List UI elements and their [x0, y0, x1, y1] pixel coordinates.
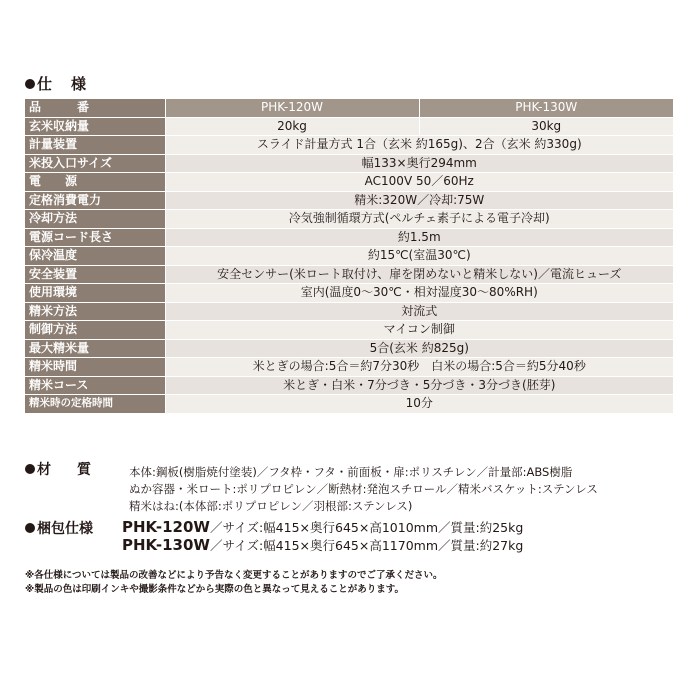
spec-value: 幅133×奥行294mm [165, 154, 673, 173]
spec-value: AC100V 50／60Hz [165, 173, 673, 192]
spec-row [25, 265, 673, 284]
spec-value: 冷気強制循環方式(ペルチェ素子による電子冷却) [165, 210, 673, 229]
materials-line: 本体:鋼板(樹脂焼付塗装)／フタ枠・フタ・前面板・扉:ポリスチレン／計量部:ABS樹脂 [129, 465, 573, 479]
materials-line: 精米はね:(本体部:ポリプロピレン／羽根部:ステンレス) [129, 499, 413, 513]
spec-row [25, 154, 673, 173]
packing-model: PHK-130W [122, 536, 210, 554]
spec-value: 米とぎ・白米・7分づき・5分づき・3分づき(胚芽) [165, 376, 673, 395]
packing-detail: ／サイズ:幅415×奥行645×高1170mm／質量:約27kg [209, 538, 524, 553]
spec-value: 約15℃(室温30℃) [165, 247, 673, 266]
spec-value: 30kg [419, 117, 673, 136]
spec-row [25, 302, 673, 321]
spec-label: 電源コード長さ [25, 228, 165, 247]
spec-label: 冷却方法 [25, 210, 165, 229]
spec-row [25, 376, 673, 395]
spec-label: 使用環境 [25, 284, 165, 303]
spec-row [25, 247, 673, 266]
spec-value: 10分 [165, 395, 673, 414]
spec-row [25, 358, 673, 377]
spec-row [25, 228, 673, 247]
spec-section-title: 仕 様 [25, 73, 88, 94]
spec-value: 米とぎの場合:5合＝約7分30秒 白米の場合:5合＝約5分40秒 [165, 358, 673, 377]
notes [25, 569, 443, 597]
spec-label: 精米時間 [25, 358, 165, 377]
spec-row [25, 321, 673, 340]
model-header: PHK-120W [165, 99, 419, 117]
spec-table [25, 99, 673, 414]
spec-row [25, 339, 673, 358]
packing-line [122, 518, 523, 536]
spec-value: スライド計量方式 1合（玄米 約165g)、2合（玄米 約330g) [165, 136, 673, 155]
spec-label: 電 源 [25, 173, 165, 192]
spec-label: 精米時の定格時間 [25, 395, 165, 414]
spec-label: 精米方法 [25, 302, 165, 321]
spec-label: 計量装置 [25, 136, 165, 155]
spec-value: 20kg [165, 117, 419, 136]
spec-row [25, 173, 673, 192]
spec-row [25, 117, 673, 136]
model-header: PHK-130W [419, 99, 673, 117]
spec-label: 玄米収納量 [25, 117, 165, 136]
spec-value: 精米:320W／冷却:75W [165, 191, 673, 210]
spec-row [25, 136, 673, 155]
note-line: ※各仕様については製品の改善などにより予告なく変更することがありますのでご了承ください。 [25, 570, 443, 581]
bullet-icon [25, 523, 35, 533]
spec-label: 精米コース [25, 376, 165, 395]
bullet-icon [25, 79, 35, 89]
spec-label: 安全装置 [25, 265, 165, 284]
spec-value: 約1.5m [165, 228, 673, 247]
packing-line [122, 536, 523, 554]
spec-label: 品 番 [25, 99, 165, 117]
spec-row [25, 284, 673, 303]
spec-value: 安全センサー(米ロート取付け、扉を閉めないと精米しない)／電流ヒューズ [165, 265, 673, 284]
bullet-icon [25, 464, 35, 474]
materials-label: 材 質 [25, 462, 115, 478]
spec-row [25, 395, 673, 414]
spec-row [25, 210, 673, 229]
spec-label: 定格消費電力 [25, 191, 165, 210]
spec-value: 5合(玄米 約825g) [165, 339, 673, 358]
spec-label: 最大精米量 [25, 339, 165, 358]
spec-value: 対流式 [165, 302, 673, 321]
packing-detail: ／サイズ:幅415×奥行645×高1010mm／質量:約25kg [209, 520, 524, 535]
spec-value: 室内(温度0～30℃・相対湿度30～80%RH) [165, 284, 673, 303]
spec-label: 制御方法 [25, 321, 165, 340]
spec-row [25, 191, 673, 210]
materials-line: ぬか容器・米ロート:ポリプロピレン／断熱材:発泡スチロール／精米バスケット:ステンレス [129, 482, 598, 496]
packing-model: PHK-120W [122, 518, 210, 536]
spec-header-row [25, 99, 673, 117]
spec-label: 保冷温度 [25, 247, 165, 266]
spec-label: 米投入口サイズ [25, 154, 165, 173]
spec-value: マイコン制御 [165, 321, 673, 340]
packing-label: 梱包仕様 [25, 518, 93, 538]
note-line: ※製品の色は印刷インキや撮影条件などから実際の色と異なって見えることがあります。 [25, 584, 404, 595]
